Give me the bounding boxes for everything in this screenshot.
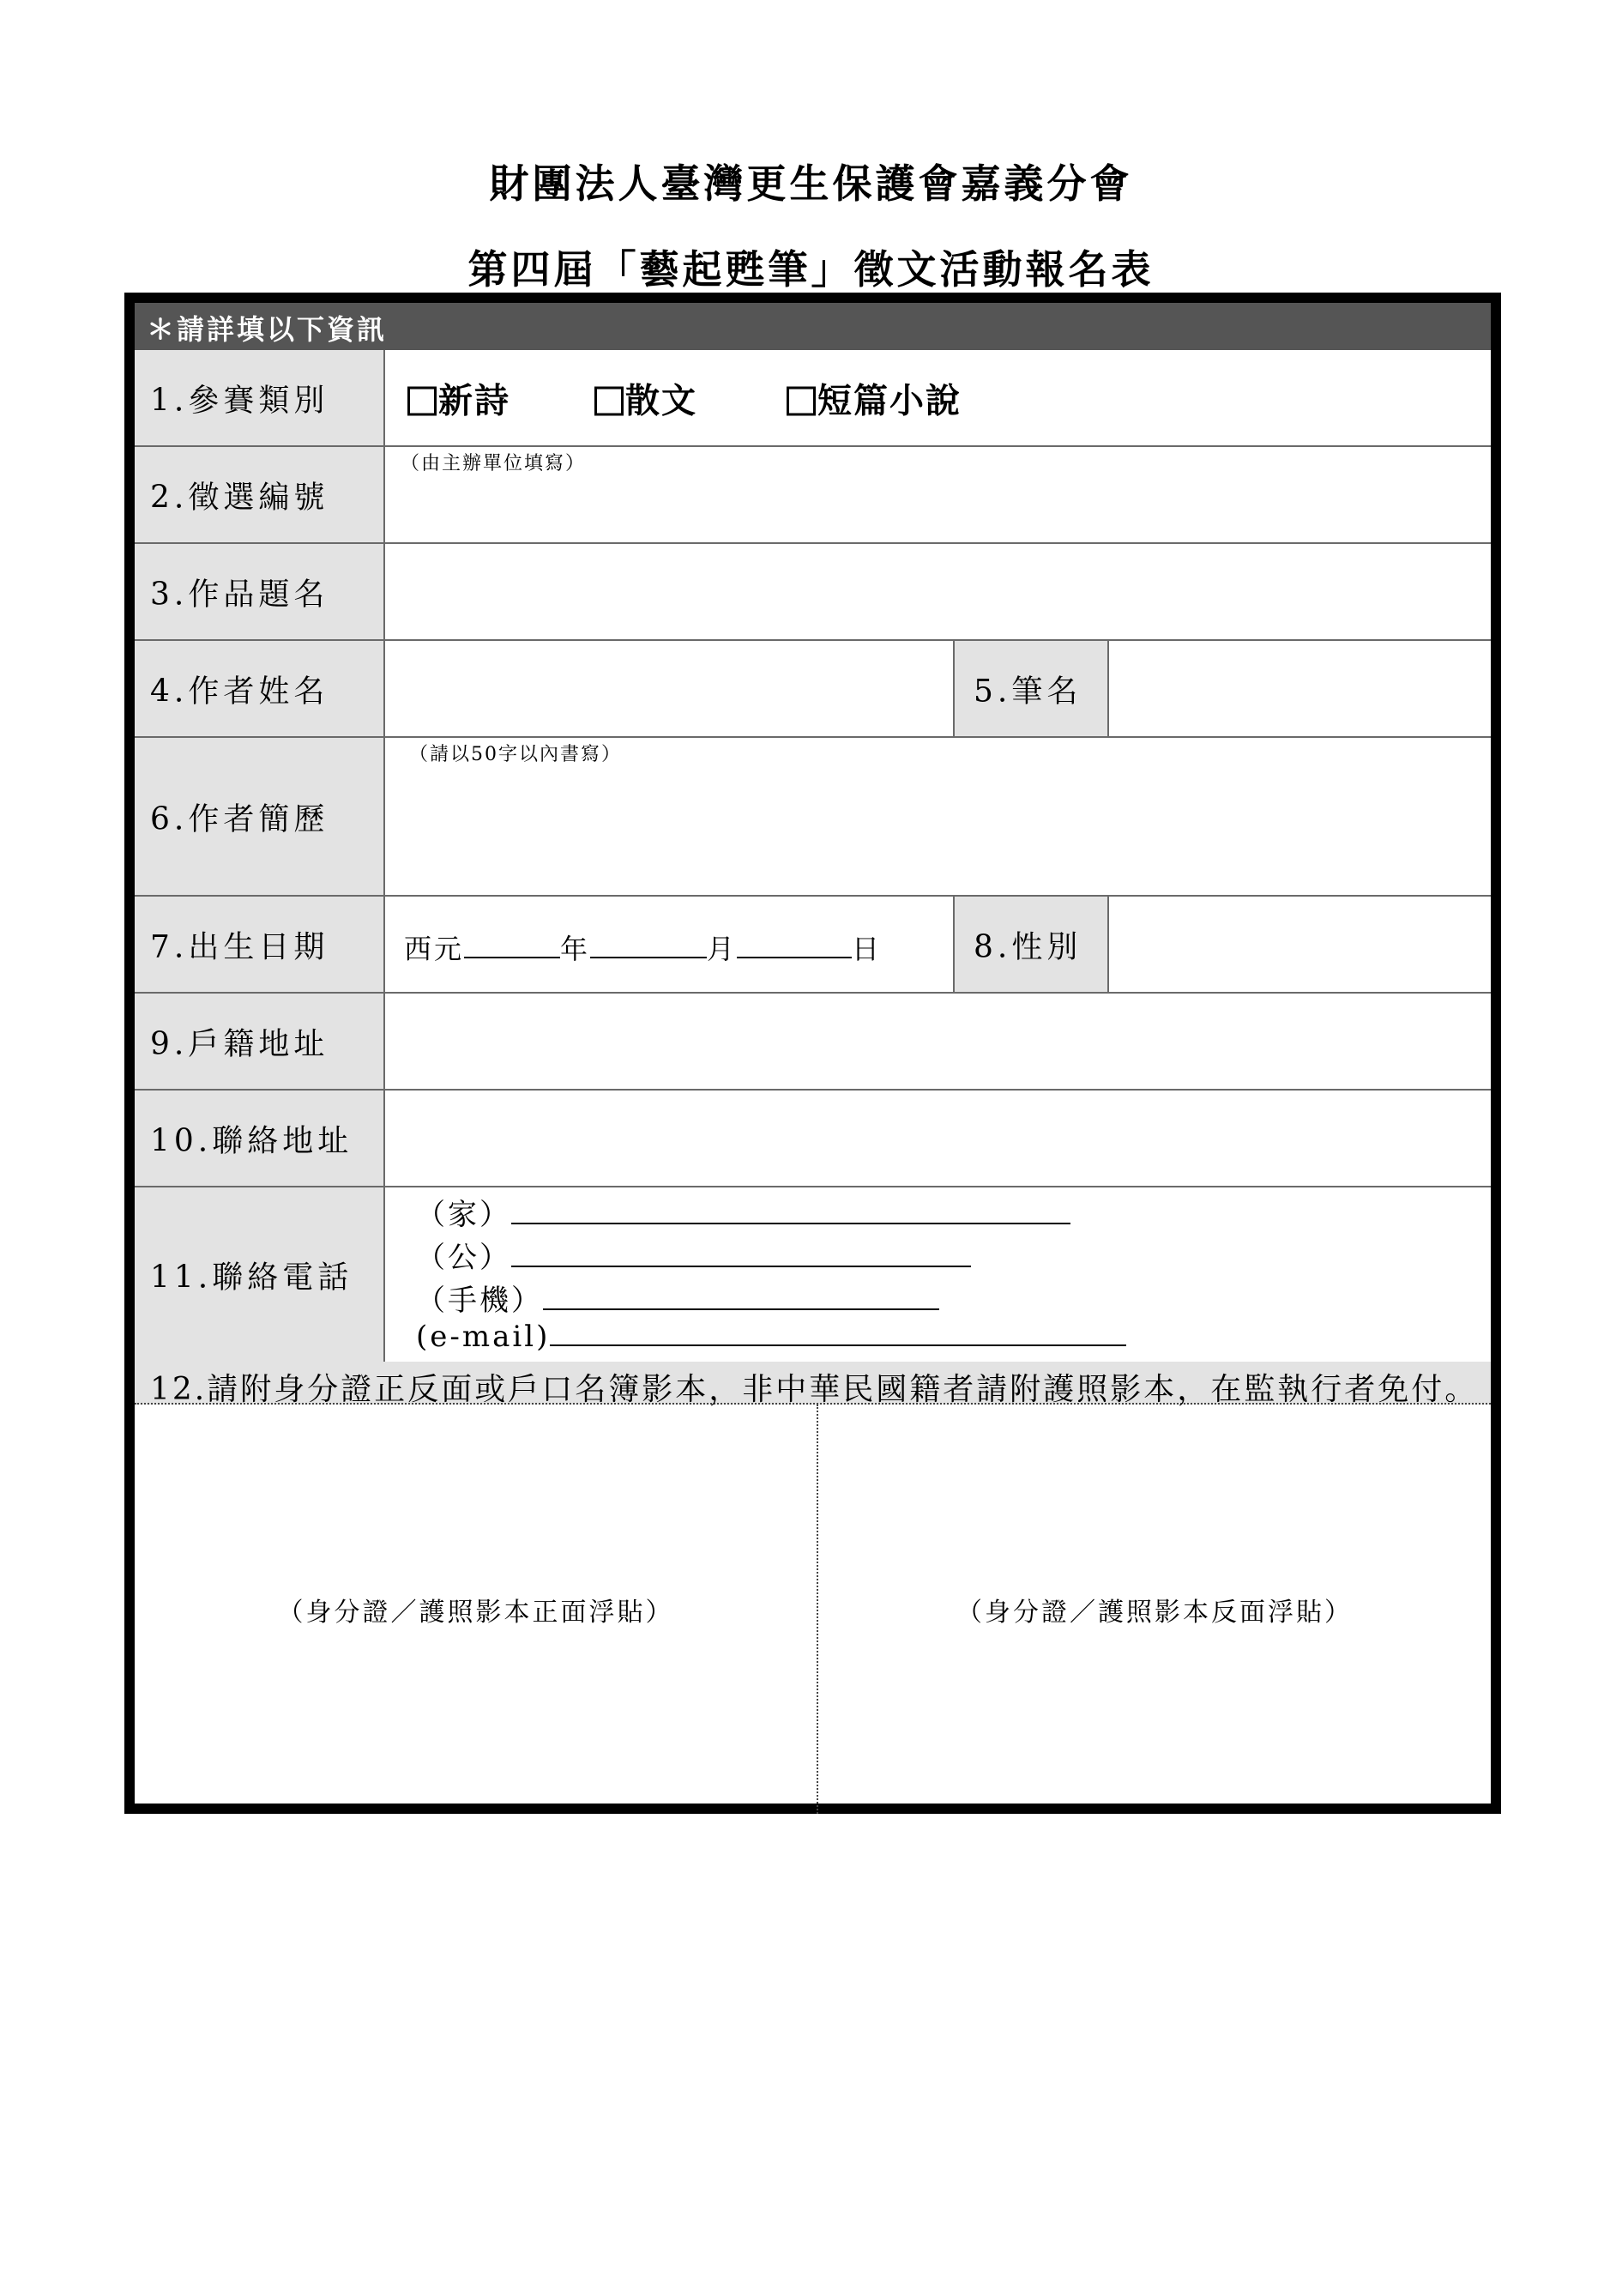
label-work-title: 3.作品題名 xyxy=(150,577,329,612)
entry-number-note: （由主辦單位填寫） xyxy=(401,453,587,474)
checkbox-short-story[interactable] xyxy=(787,386,816,415)
label-category: 1.參賽類別 xyxy=(150,383,329,418)
label-entry-number: 2.徵選編號 xyxy=(150,480,329,515)
id-back-paste-area[interactable] xyxy=(818,1405,1491,1814)
checkbox-poetry[interactable] xyxy=(407,386,437,415)
author-name-field[interactable] xyxy=(385,641,953,736)
checkbox-prose[interactable] xyxy=(594,386,624,415)
row-author-name xyxy=(135,641,1491,738)
phone-office[interactable]: （公） xyxy=(416,1234,971,1276)
year-blank[interactable] xyxy=(464,934,560,958)
household-address-field[interactable] xyxy=(385,994,1491,1089)
label-contact-phone: 11.聯絡電話 xyxy=(150,1260,353,1295)
contact-email[interactable]: (e-mail) xyxy=(416,1320,1126,1354)
id-back-note: （身分證／護照影本反面浮貼） xyxy=(956,1597,1353,1628)
option-poetry[interactable]: 新詩 xyxy=(407,373,510,422)
label-id-copy: 12.請附身分證正反面或戶口名簿影本，非中華民國籍者請附護照影本，在監執行者免付。 xyxy=(150,1372,1479,1407)
row-contact-address xyxy=(135,1091,1491,1187)
form-title: 第四屆「藝起甦筆」徵文活動報名表 xyxy=(467,246,1155,293)
label-author-name: 4.作者姓名 xyxy=(150,674,329,709)
phone-mobile[interactable]: （手機） xyxy=(416,1277,939,1319)
row-id-copy xyxy=(135,1362,1491,1405)
section-header xyxy=(135,303,1491,350)
label-gender: 8.性別 xyxy=(974,929,1082,964)
page-title: 財團法人臺灣更生保護會嘉義分會 xyxy=(489,160,1133,207)
option-short-story[interactable]: 短篇小說 xyxy=(787,373,962,422)
author-bio-note: （請以50字以內書寫） xyxy=(409,744,622,765)
row-household-address xyxy=(135,994,1491,1091)
label-birth-date: 7.出生日期 xyxy=(150,929,329,964)
id-front-note: （身分證／護照影本正面浮貼） xyxy=(277,1597,674,1628)
label-author-bio: 6.作者簡歷 xyxy=(150,801,329,837)
option-prose[interactable]: 散文 xyxy=(594,373,697,422)
pen-name-field[interactable] xyxy=(1109,641,1491,736)
row-birth-date xyxy=(135,897,1491,994)
label-contact-address: 10.聯絡地址 xyxy=(150,1123,353,1158)
label-pen-name: 5.筆名 xyxy=(974,674,1082,709)
section-header-label: ＊請詳填以下資訊 xyxy=(147,313,388,346)
gender-field[interactable] xyxy=(1109,897,1491,992)
label-household-address: 9.戶籍地址 xyxy=(150,1026,329,1061)
row-category xyxy=(135,350,1491,447)
author-bio-field[interactable] xyxy=(385,738,1491,895)
row-entry-number xyxy=(135,447,1491,544)
work-title-field[interactable] xyxy=(385,544,1491,639)
day-blank[interactable] xyxy=(737,934,852,958)
contact-address-field[interactable] xyxy=(385,1091,1491,1186)
month-blank[interactable] xyxy=(590,934,707,958)
registration-form xyxy=(124,293,1501,1814)
phone-home[interactable]: （家） xyxy=(416,1191,1070,1233)
row-work-title xyxy=(135,544,1491,641)
row-contact-phone xyxy=(135,1187,1491,1362)
entry-number-field[interactable] xyxy=(385,447,1491,542)
row-author-bio xyxy=(135,738,1491,897)
birth-date-field[interactable]: 西元 年 月 日 xyxy=(404,933,883,965)
id-front-paste-area[interactable] xyxy=(135,1405,818,1814)
